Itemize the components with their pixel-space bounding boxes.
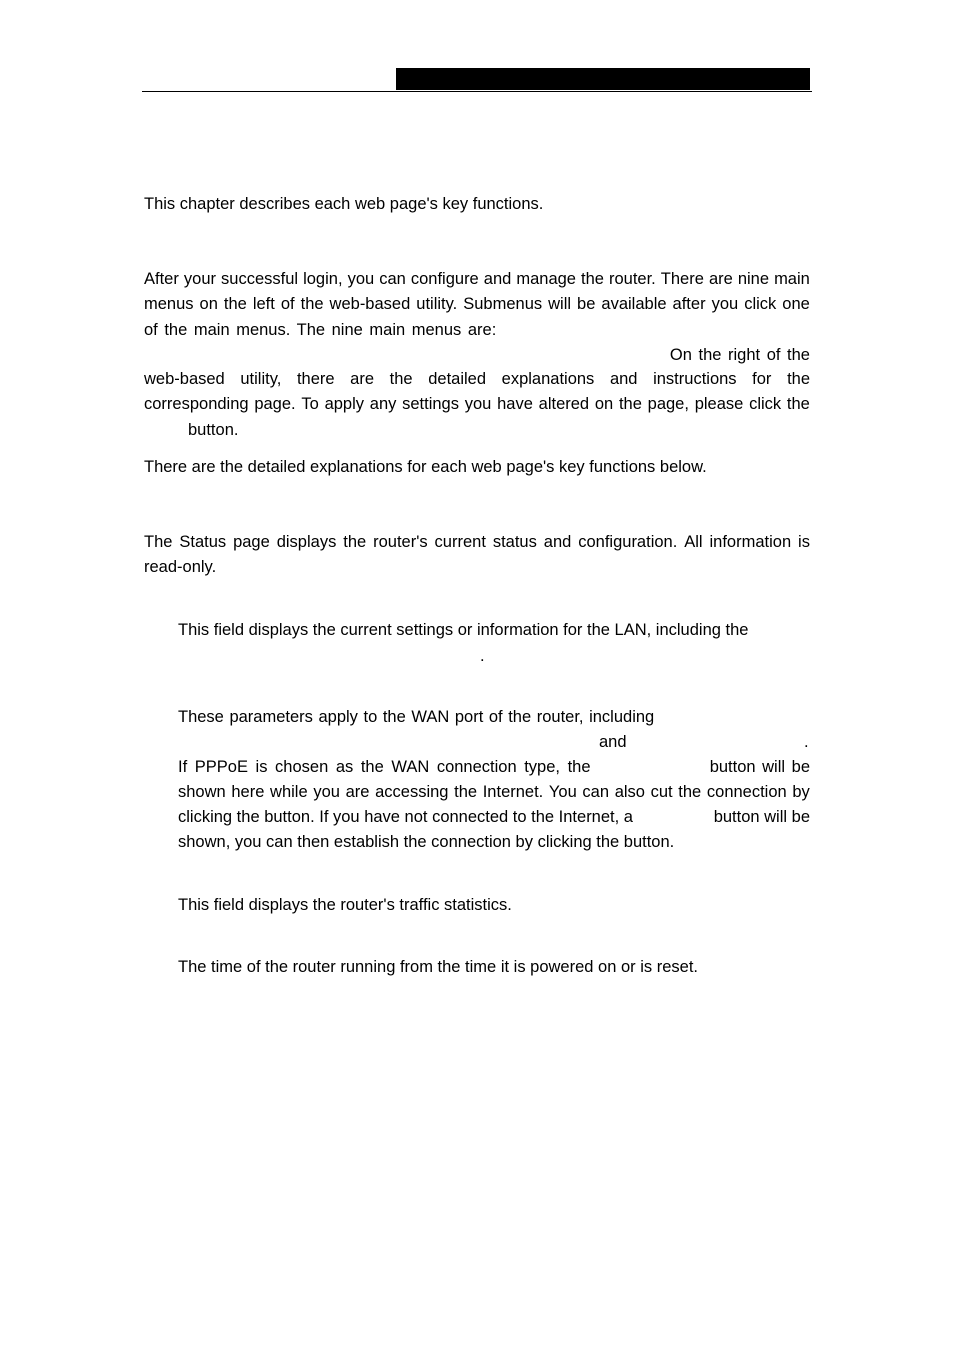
word: altered	[538, 395, 590, 413]
word: you	[313, 783, 340, 801]
word: explanations	[501, 370, 595, 388]
word: are	[350, 370, 375, 388]
word: configure	[410, 270, 479, 288]
wan-line-4	[178, 782, 810, 802]
word: web-based	[329, 295, 411, 313]
word: status	[492, 533, 537, 551]
word: the	[389, 370, 413, 388]
word: utility,	[240, 370, 282, 388]
wan-line-2-and: and	[599, 733, 627, 751]
word: accessing	[375, 783, 449, 801]
word: instructions	[653, 370, 737, 388]
status-line-2: read-only.	[144, 558, 217, 576]
wan-line-3b: button will be	[709, 758, 810, 776]
word: Submenus	[463, 295, 543, 313]
word: left	[252, 295, 275, 313]
word: current	[434, 533, 486, 551]
header-rule	[142, 91, 812, 92]
word: be	[577, 295, 596, 313]
uptime-text: The time of the router running from the time it is powered on or is reset.	[178, 958, 698, 976]
word: cut	[650, 783, 673, 801]
wan-line-3a: If PPPoE is chosen as the WAN connection type, the	[178, 758, 591, 776]
word: configuration.	[578, 533, 678, 551]
word: detailed	[428, 370, 487, 388]
word: you	[347, 270, 375, 288]
word: successful	[221, 270, 299, 288]
word: router.	[608, 270, 656, 288]
word: page,	[647, 395, 689, 413]
wan-line-2-dot: .	[804, 733, 809, 751]
word: by	[792, 783, 810, 801]
word: you	[464, 395, 492, 413]
word: the	[223, 295, 247, 313]
word: web-based	[144, 370, 225, 388]
wan-line-5b: button will be	[713, 808, 810, 826]
word: You	[548, 783, 577, 801]
header-bar	[396, 68, 810, 90]
word: page.	[254, 395, 296, 413]
menus-line-5	[144, 369, 810, 389]
word: After	[144, 270, 179, 288]
lan-line-1: This field displays the current settings or information for the LAN, including the	[178, 621, 749, 639]
word: settings	[402, 395, 459, 413]
word: there	[296, 370, 335, 388]
word: and	[609, 370, 638, 388]
word: Status	[179, 533, 227, 551]
word: Internet.	[482, 783, 544, 801]
word: corresponding	[144, 395, 249, 413]
wan-line-5a: clicking the button. If you have not connected to the Internet, a	[178, 808, 633, 826]
traffic-text: This field displays the router's traffic statistics.	[178, 896, 512, 914]
word: of	[280, 295, 295, 313]
word: after	[672, 295, 706, 313]
menus-line-4: On the right of the	[669, 346, 810, 364]
word: is	[798, 533, 810, 551]
word: will	[548, 295, 572, 313]
word: the	[678, 783, 702, 801]
word: the	[581, 270, 604, 288]
word: apply	[324, 395, 365, 413]
word: available	[601, 295, 667, 313]
word: There	[660, 270, 704, 288]
word: shown	[178, 783, 226, 801]
word: have	[497, 395, 533, 413]
intro-text: This chapter describes each web page's key functions.	[144, 195, 544, 213]
wan-line-1: These parameters apply to the WAN port of the router, including	[178, 708, 655, 726]
word: and	[543, 533, 572, 551]
menus-line-7: button.	[188, 421, 239, 439]
word: one	[782, 295, 810, 313]
word: information	[709, 533, 792, 551]
word: on	[199, 295, 218, 313]
word: the	[300, 295, 324, 313]
word: are	[708, 270, 733, 288]
word: your	[183, 270, 216, 288]
word: are	[345, 783, 370, 801]
word: All	[684, 533, 703, 551]
word: also	[614, 783, 645, 801]
word: connection	[706, 783, 787, 801]
word: utility.	[416, 295, 458, 313]
word: click	[749, 395, 782, 413]
status-line-1	[144, 532, 810, 552]
word: the	[618, 395, 642, 413]
word: you	[711, 295, 739, 313]
explanations-text: There are the detailed explanations for each web page's key functions below.	[144, 458, 707, 476]
word: while	[270, 783, 308, 801]
word: The	[144, 533, 173, 551]
word: To	[301, 395, 319, 413]
menus-line-6	[144, 394, 810, 414]
word: click	[744, 295, 777, 313]
word: main	[774, 270, 810, 288]
word: for	[752, 370, 772, 388]
lan-line-2: .	[480, 647, 485, 665]
word: the	[787, 370, 810, 388]
word: can	[379, 270, 406, 288]
word: and	[483, 270, 512, 288]
word: the	[454, 783, 478, 801]
wan-line-6: shown, you can then establish the connection by clicking the button.	[178, 833, 675, 851]
word: menus	[144, 295, 194, 313]
word: router's	[373, 533, 428, 551]
word: any	[369, 395, 397, 413]
word: login,	[303, 270, 343, 288]
word: page	[233, 533, 270, 551]
word: displays	[276, 533, 337, 551]
word: nine	[737, 270, 770, 288]
word: here	[231, 783, 265, 801]
word: can	[582, 783, 610, 801]
word: manage	[516, 270, 576, 288]
word: the	[786, 395, 810, 413]
menus-line-3: of the main menus. The nine main menus are:	[144, 321, 497, 339]
word: the	[343, 533, 367, 551]
word: please	[694, 395, 744, 413]
word: on	[594, 395, 614, 413]
menus-line-2	[144, 294, 810, 314]
menus-line-1	[144, 269, 810, 289]
